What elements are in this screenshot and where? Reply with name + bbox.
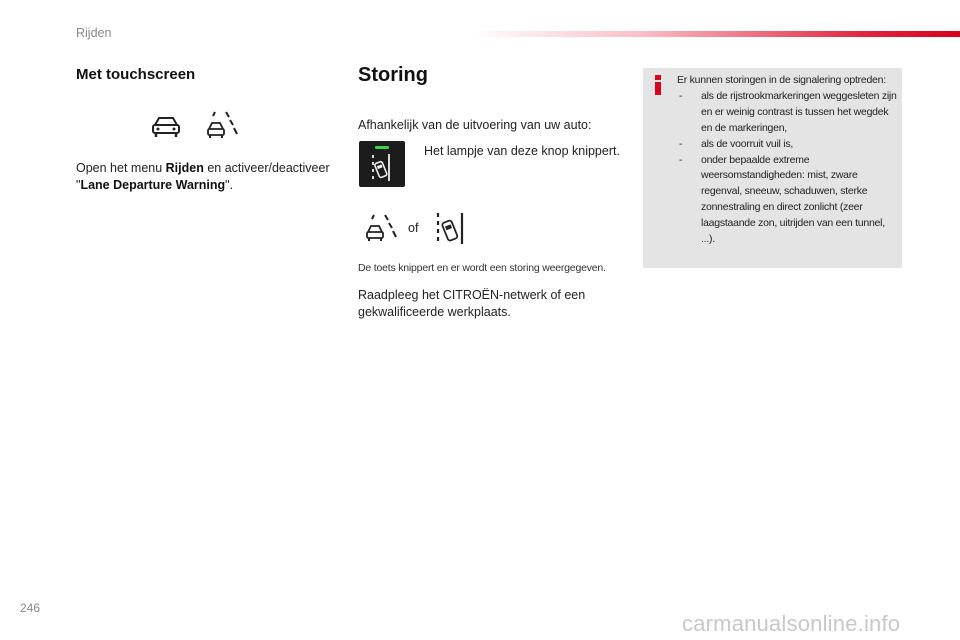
- list-item: - onder bepaalde extreme weersomstandigheden: mist, zware regenval, sneeuw, schaduwen, sterke zonnestraling en direct zonlicht (zeer laagstaande zon, uitrijden van een tunnel, ...).: [679, 153, 885, 246]
- fault-causes-list: [677, 89, 899, 248]
- list-item: - als de voorruit vuil is,: [679, 137, 794, 150]
- lane-keeping-icon: [434, 211, 468, 247]
- feature-name: Lane Departure Warning: [80, 178, 226, 192]
- fault-intro: Afhankelijk van de uitvoering van uw auto:: [358, 118, 592, 132]
- car-front-icon: [150, 114, 182, 138]
- info-intro: Er kunnen storingen in de signalering optreden:: [677, 74, 886, 86]
- touchscreen-heading: Met touchscreen: [76, 66, 196, 83]
- header-accent-bar: [470, 31, 960, 37]
- lane-departure-icon: [206, 110, 240, 140]
- info-text: [677, 73, 899, 248]
- lane-departure-warning-icon: [365, 213, 399, 243]
- blink-fault-caption: De toets knippert en er wordt een storing weergegeven.: [358, 262, 606, 274]
- section-title: Rijden: [76, 26, 112, 40]
- or-separator: of: [408, 221, 419, 235]
- lamp-blink-text: Het lampje van deze knop knippert.: [424, 144, 620, 158]
- lane-assist-button-image: [359, 141, 405, 187]
- info-icon: [652, 74, 666, 96]
- fault-heading: Storing: [358, 64, 428, 86]
- page-number: 246: [20, 601, 41, 615]
- dealer-advice: Raadpleeg het CITROËN-netwerk of een gekwalificeerde werkplaats.: [358, 288, 586, 319]
- menu-name: Rijden: [165, 161, 204, 175]
- list-item: - als de rijstrookmarkeringen weggesleten zijn en er weinig contrast is tussen het wegdek en de markeringen,: [679, 89, 897, 134]
- watermark: carmanualsonline.info: [682, 611, 901, 636]
- activation-instructions: Open het menu Rijden en activeer/deactiveer "Lane Departure Warning".: [76, 161, 330, 192]
